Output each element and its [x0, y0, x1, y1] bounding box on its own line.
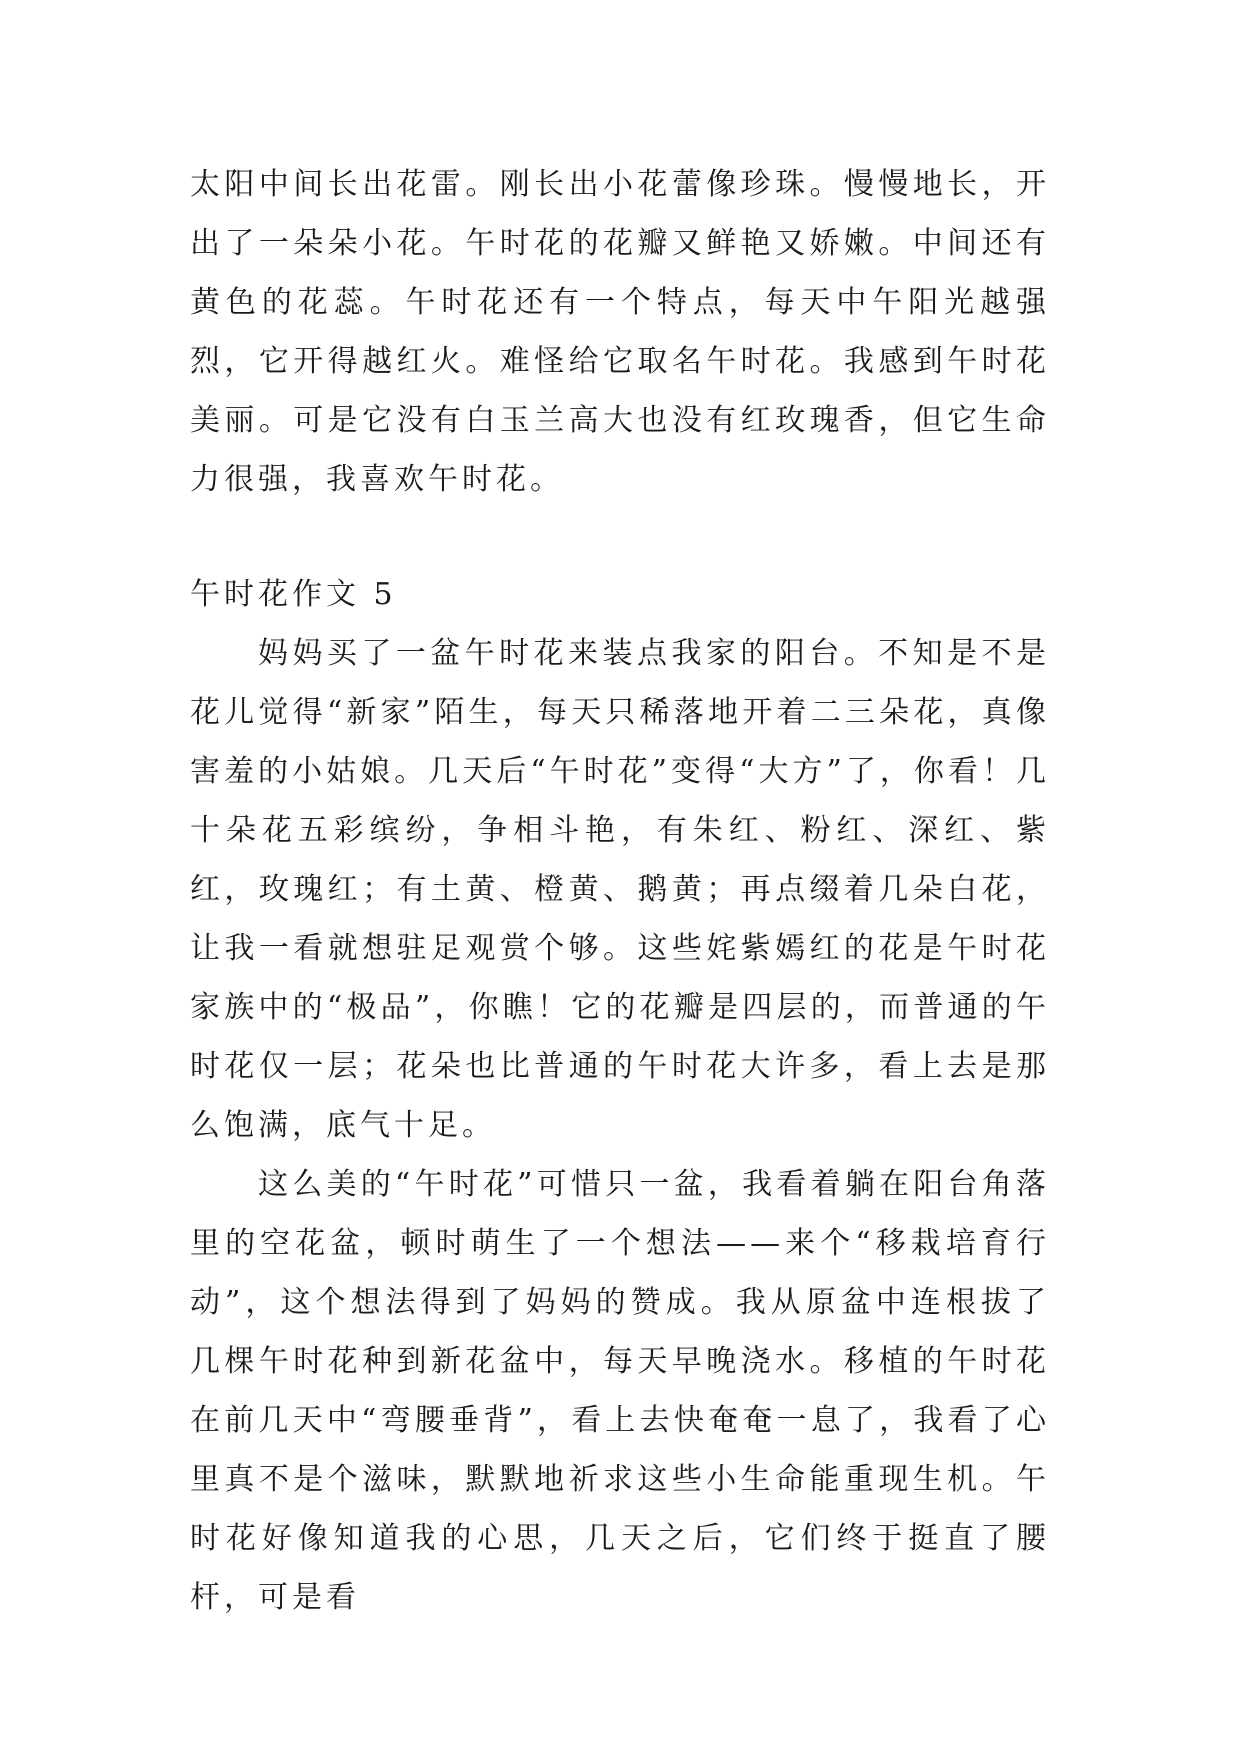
essay-body [190, 624, 1050, 1627]
essay-paragraph-2: 这么美的“午时花”可惜只一盆，我看着躺在阳台角落里的空花盆，顿时萌生了一个想法——来个“移栽培育行动”，这个想法得到了妈妈的赞成。我从原盆中连根拔了几棵午时花种到新花盆中，每天早晚浇水。移植的午时花在前几天中“弯腰垂背”，看上去快奄奄一息了，我看了心里真不是个滋味，默默地祈求这些小生命能重现生机。午时花好像知道我的心思，几天之后，它们终于挺直了腰杆，可是看 [190, 1167, 1050, 1615]
continued-text-block [190, 155, 1050, 509]
section-heading: 午时花作文 5 [190, 577, 397, 612]
continued-paragraph: 太阳中间长出花雷。刚长出小花蕾像珍珠。慢慢地长，开出了一朵朵小花。午时花的花瓣又鲜艳又娇嫩。中间还有黄色的花蕊。午时花还有一个特点，每天中午阳光越强烈，它开得越红火。难怪给它取名午时花。我感到午时花美丽。可是它没有白玉兰高大也没有红玫瑰香，但它生命力很强，我喜欢午时花。 [190, 167, 1050, 497]
section-heading-block [190, 565, 1050, 624]
essay-paragraph-1: 妈妈买了一盆午时花来装点我家的阳台。不知是不是花儿觉得“新家”陌生，每天只稀落地开着二三朵花，真像害羞的小姑娘。几天后“午时花”变得“大方”了，你看！几十朵花五彩缤纷，争相斗艳，有朱红、粉红、深红、紫红，玫瑰红；有土黄、橙黄、鹅黄；再点缀着几朵白花，让我一看就想驻足观赏个够。这些姹紫嫣红的花是午时花家族中的“极品”，你瞧！它的花瓣是四层的，而普通的午时花仅一层；花朵也比普通的午时花大许多，看上去是那么饱满，底气十足。 [190, 636, 1050, 1143]
